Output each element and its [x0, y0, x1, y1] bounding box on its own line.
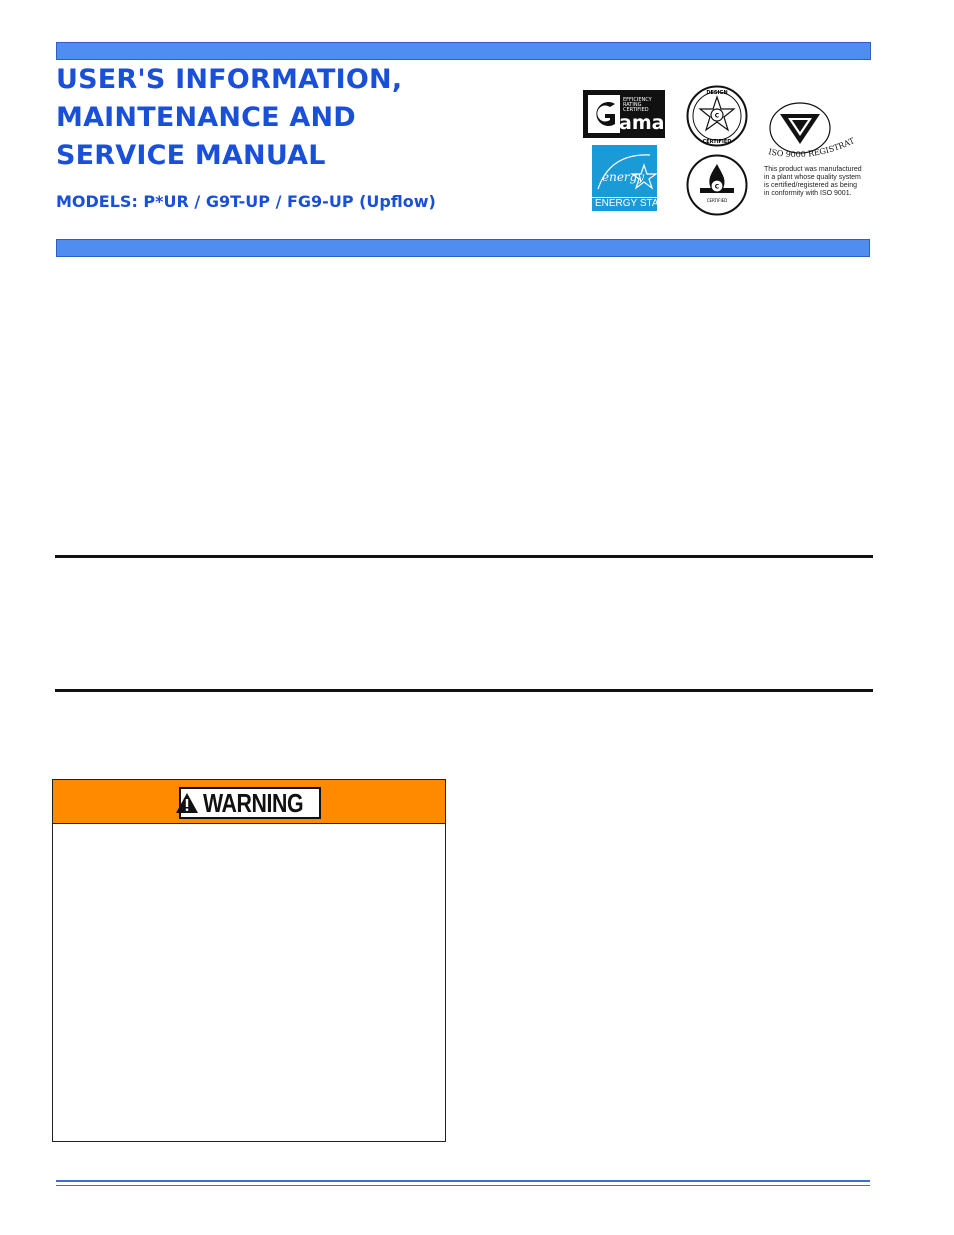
csa-design-certified-seal [686, 85, 748, 147]
csa-flame-certified-seal [686, 154, 748, 216]
warning-header [53, 780, 445, 824]
gama-wordmark: ama [619, 112, 665, 134]
svg-text:C: C [714, 112, 720, 120]
warning-triangle-icon [175, 792, 199, 814]
svg-text:CERTIFIED: CERTIFIED [706, 198, 728, 203]
energy-star-label: ENERGY STAR [595, 198, 666, 209]
svg-text:CERTIFIED: CERTIFIED [702, 139, 732, 145]
svg-text:energy: energy [602, 170, 645, 184]
gama-g-icon [588, 95, 620, 133]
gama-small-line-2: RATING [623, 102, 642, 108]
header-bottom-bar [56, 239, 870, 257]
iso-note: This product was manufactured in a plant whose quality system is certified/registered as being in conformity with ISO 9001. [764, 166, 862, 197]
models-line: MODELS: P*UR / G9T-UP / FG9-UP (Upflow) [56, 192, 436, 211]
svg-text:ISO 9000 REGISTRATION: ISO 9000 REGISTRAT [767, 136, 856, 160]
gama-small-line-1: EFFICIENCY [623, 97, 652, 103]
svg-text:C: C [714, 183, 720, 191]
title-line-3: SERVICE MANUAL [56, 140, 326, 171]
warning-panel [52, 779, 446, 1142]
header-top-bar [56, 42, 871, 60]
gama-logo [583, 90, 665, 138]
title-line-1: USER'S INFORMATION, [56, 64, 403, 95]
gama-small-line-3: CERTIFIED [623, 107, 649, 113]
iso-9000-badge [762, 98, 864, 166]
energy-star-logo [592, 145, 666, 211]
svg-text:DESIGN: DESIGN [706, 90, 728, 96]
footer-rule [56, 1180, 870, 1182]
warning-label-box [179, 787, 321, 819]
title-line-2: MAINTENANCE AND [56, 102, 356, 133]
energy-star-icon [592, 145, 657, 199]
section-rule-top [55, 555, 873, 558]
warning-label: WARNING [202, 787, 304, 818]
footer-rule-thin [56, 1185, 870, 1186]
section-rule-bottom [55, 689, 873, 692]
